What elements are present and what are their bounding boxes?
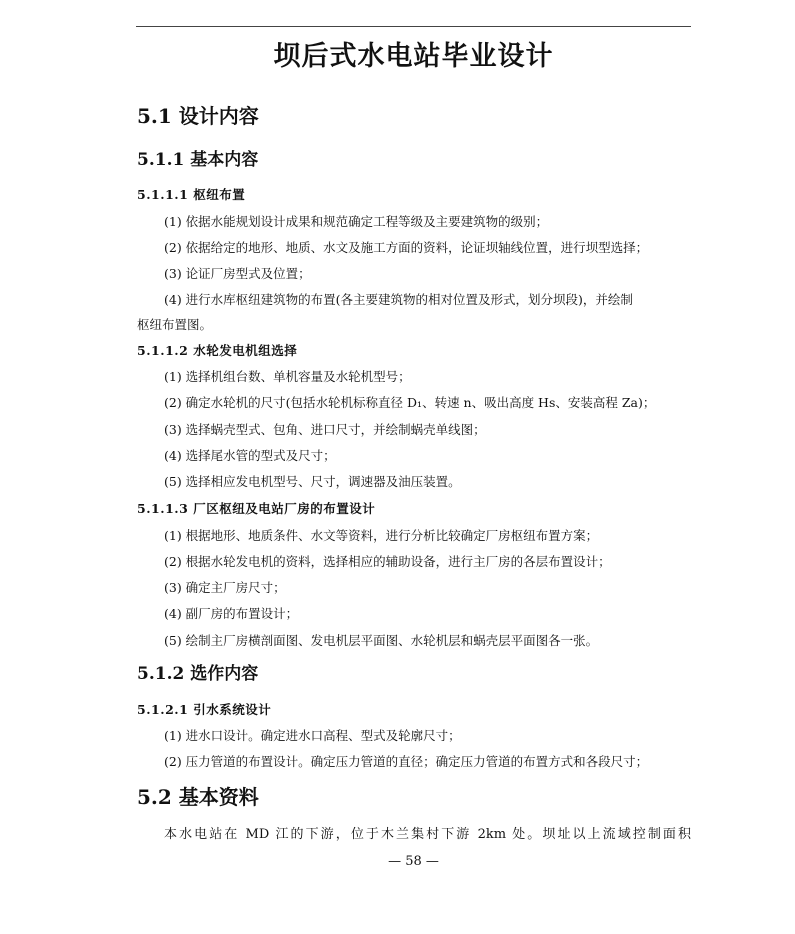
list-item: (2) 根据水轮发电机的资料，选择相应的辅助设备，进行主厂房的各层布置设计； <box>164 554 611 569</box>
body-paragraph: 本水电站在 MD 江的下游，位于木兰集村下游 2km 处。坝址以上流域控制面积 <box>164 827 691 842</box>
list-item-continuation: 枢纽布置图。 <box>137 317 213 332</box>
list-item: (5) 绘制主厂房横剖面图、发电机层平面图、水轮机层和蜗壳层平面图各一张。 <box>164 633 599 648</box>
heading-5-1-1: 5.1.1 基本内容 <box>137 150 259 170</box>
heading-5-1-2-1: 5.1.2.1 引水系统设计 <box>137 702 272 717</box>
list-item: (3) 确定主厂房尺寸； <box>164 580 286 595</box>
list-item: (3) 论证厂房型式及位置； <box>164 266 311 281</box>
list-item: (1) 选择机组台数、单机容量及水轮机型号； <box>164 369 411 384</box>
list-item: (1) 依据水能规划设计成果和规范确定工程等级及主要建筑物的级别； <box>164 214 549 229</box>
header-rule <box>136 26 691 27</box>
heading-5-1-1-3: 5.1.1.3 厂区枢纽及电站厂房的布置设计 <box>137 501 376 516</box>
list-item: (2) 压力管道的布置设计。确定压力管道的直径；确定压力管道的布置方式和各段尺寸； <box>164 754 649 769</box>
list-item: (4) 副厂房的布置设计； <box>164 606 299 621</box>
list-item: (1) 根据地形、地质条件、水文等资料，进行分析比较确定厂房枢纽布置方案； <box>164 528 599 543</box>
heading-5-1: 5.1 设计内容 <box>137 104 259 128</box>
page-title: 坝后式水电站毕业设计 <box>273 41 554 72</box>
heading-5-1-1-1: 5.1.1.1 枢纽布置 <box>137 187 246 202</box>
heading-5-2: 5.2 基本资料 <box>137 785 259 809</box>
list-item: (2) 确定水轮机的尺寸(包括水轮机标称直径 D₁、转速 n、吸出高度 Hs、安装高程 Za)； <box>164 395 656 410</box>
heading-5-1-1-2: 5.1.1.2 水轮发电机组选择 <box>137 343 298 358</box>
list-item: (5) 选择相应发电机型号、尺寸，调速器及油压装置。 <box>164 474 461 489</box>
list-item: (4) 进行水库枢纽建筑物的布置(各主要建筑物的相对位置及形式，划分坝段)，并绘制 <box>164 292 633 307</box>
list-item: (1) 进水口设计。确定进水口高程、型式及轮廓尺寸； <box>164 728 461 743</box>
heading-5-1-2: 5.1.2 选作内容 <box>137 664 259 684</box>
list-item: (2) 依据给定的地形、地质、水文及施工方面的资料，论证坝轴线位置，进行坝型选择； <box>164 240 649 255</box>
page-number: — 58 — <box>388 854 439 869</box>
list-item: (3) 选择蜗壳型式、包角、进口尺寸，并绘制蜗壳单线图； <box>164 422 486 437</box>
list-item: (4) 选择尾水管的型式及尺寸； <box>164 448 336 463</box>
